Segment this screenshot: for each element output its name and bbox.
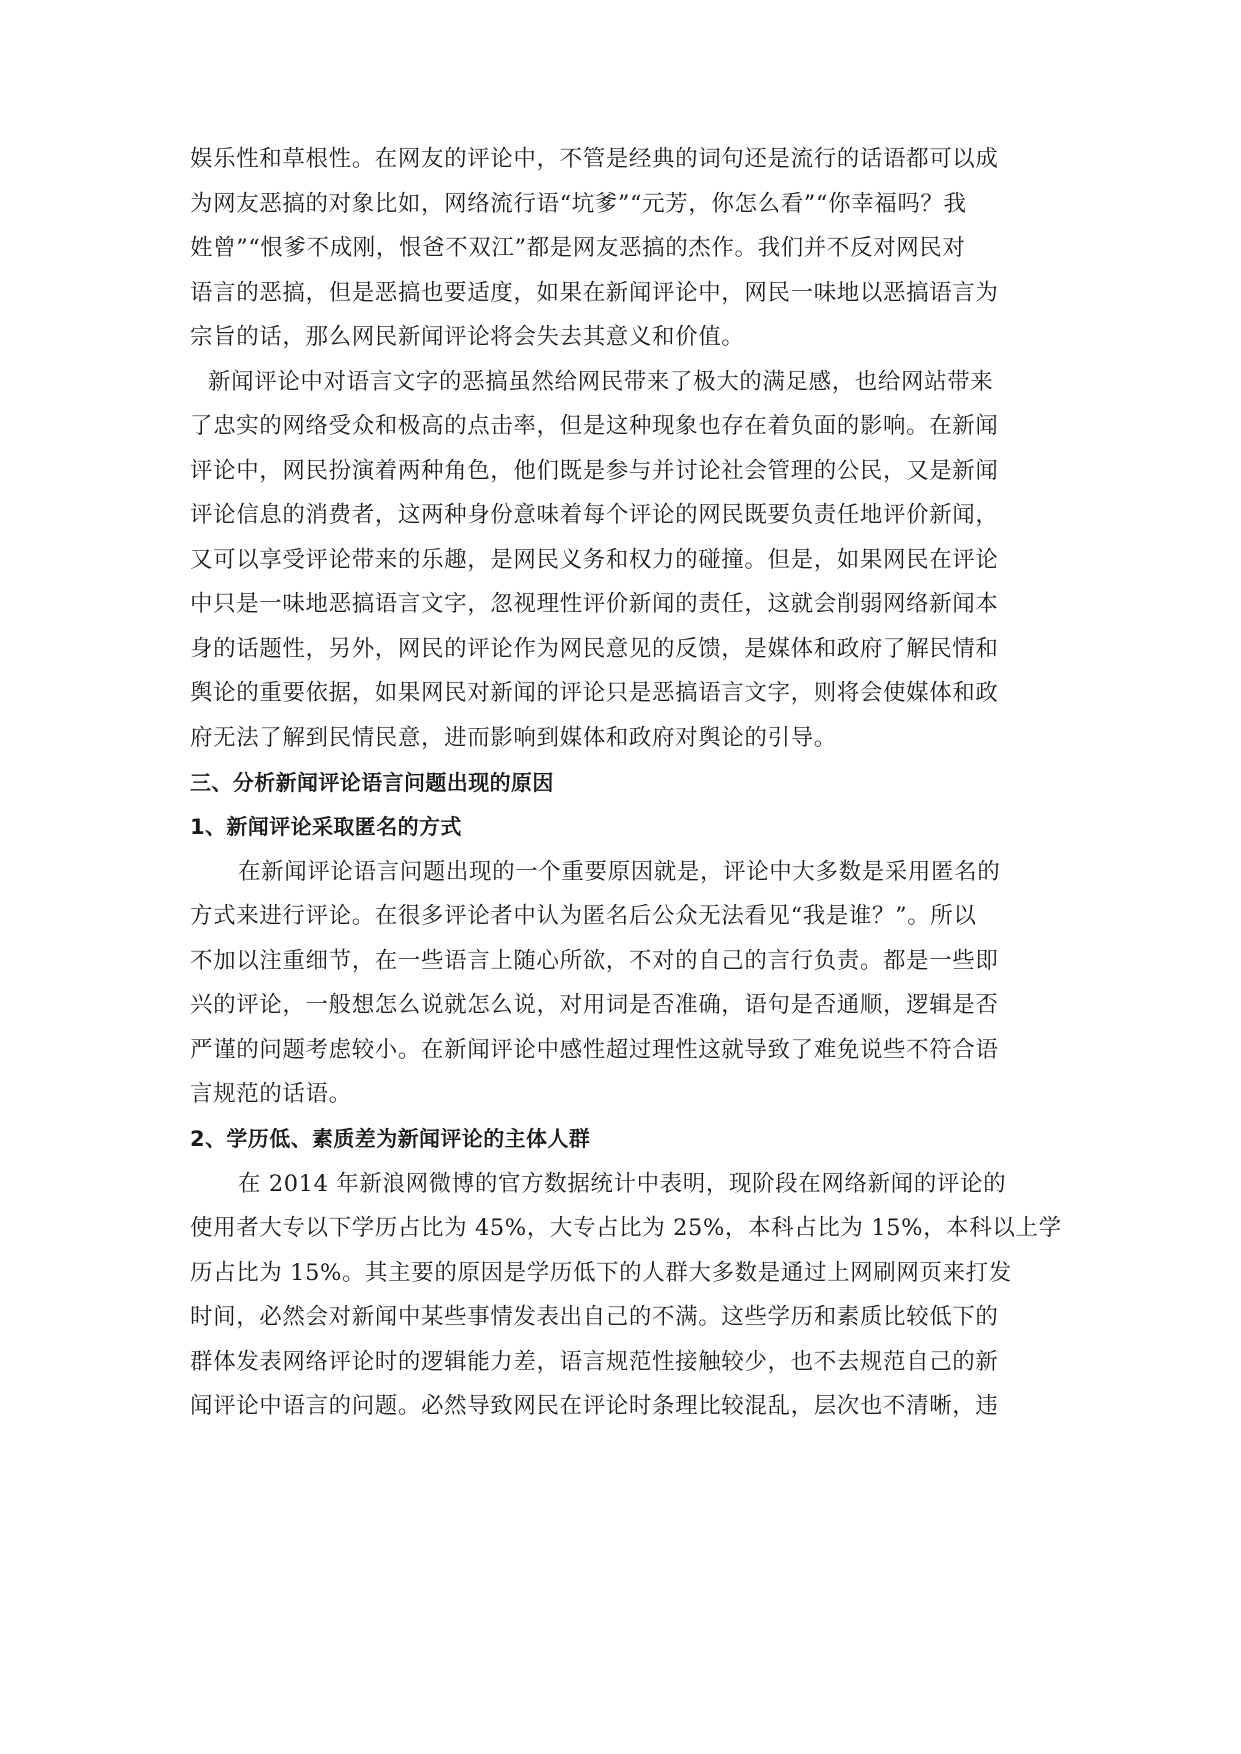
body-text-line: 方式来进行评论。在很多评论者中认为匿名后公众无法看见“我是谁？”。所以 <box>190 903 977 929</box>
body-text-line: 兴的评论，一般想怎么说就怎么说，对用词是否准确，语句是否通顺，逻辑是否 <box>190 992 999 1018</box>
body-text-line: 舆论的重要依据，如果网民对新闻的评论只是恶搞语言文字，则将会使媒体和政 <box>190 680 999 706</box>
body-text-line: 宗旨的话，那么网民新闻评论将会失去其意义和价值。 <box>190 324 745 350</box>
body-text-line: 在 2014 年新浪网微博的官方数据统计中表明，现阶段在网络新闻的评论的 <box>238 1171 1007 1197</box>
body-text-line: 闻评论中语言的问题。必然导致网民在评论时条理比较混乱，层次也不清晰，违 <box>190 1393 999 1419</box>
body-text-line: 时间，必然会对新闻中某些事情发表出自己的不满。这些学历和素质比较低下的 <box>190 1304 999 1330</box>
body-text-line: 不加以注重细节，在一些语言上随心所欲，不对的自己的言行负责。都是一些即 <box>190 948 999 974</box>
body-text-line: 姓曾”“恨爹不成刚，恨爸不双江”都是网友恶搞的杰作。我们并不反对网民对 <box>190 235 966 261</box>
body-text-line: 群体发表网络评论时的逻辑能力差，语言规范性接触较少，也不去规范自己的新 <box>190 1349 999 1375</box>
body-text-line: 语言的恶搞，但是恶搞也要适度，如果在新闻评论中，网民一味地以恶搞语言为 <box>190 280 999 306</box>
body-text-line: 了忠实的网络受众和极高的点击率，但是这种现象也存在着负面的影响。在新闻 <box>190 413 999 439</box>
body-text-line: 评论中，网民扮演着两种角色，他们既是参与并讨论社会管理的公民，又是新闻 <box>190 458 999 484</box>
body-text-line: 又可以享受评论带来的乐趣，是网民义务和权力的碰撞。但是，如果网民在评论 <box>190 547 999 573</box>
subsection-heading: 1、新闻评论采取匿名的方式 <box>190 815 462 839</box>
body-text-line: 严谨的问题考虑较小。在新闻评论中感性超过理性这就导致了难免说些不符合语 <box>190 1037 999 1063</box>
body-text-line: 在新闻评论语言问题出现的一个重要原因就是，评论中大多数是采用匿名的 <box>238 859 1001 885</box>
body-text-line: 府无法了解到民情民意，进而影响到媒体和政府对舆论的引导。 <box>190 725 837 751</box>
body-text-line: 言规范的话语。 <box>190 1081 352 1107</box>
body-text-line: 中只是一味地恶搞语言文字，忽视理性评价新闻的责任，这就会削弱网络新闻本 <box>190 591 999 617</box>
section-heading: 三、分析新闻评论语言问题出现的原因 <box>190 771 554 795</box>
body-text-line: 使用者大专以下学历占比为 45%，大专占比为 25%，本科占比为 15%，本科以上学 <box>190 1215 1062 1241</box>
body-text-line: 历占比为 15%。其主要的原因是学历低下的人群大多数是通过上网刷网页来打发 <box>190 1260 1012 1286</box>
body-text-line: 娱乐性和草根性。在网友的评论中，不管是经典的词句还是流行的话语都可以成 <box>190 146 999 172</box>
body-text-line: 新闻评论中对语言文字的恶搞虽然给网民带来了极大的满足感，也给网站带来 <box>208 369 994 395</box>
body-text-line: 为网友恶搞的对象比如，网络流行语“坑爹”“元芳，你怎么看”“你幸福吗？我 <box>190 191 967 217</box>
subsection-heading: 2、学历低、素质差为新闻评论的主体人群 <box>190 1127 591 1151</box>
body-text-line: 身的话题性，另外，网民的评论作为网民意见的反馈，是媒体和政府了解民情和 <box>190 636 999 662</box>
body-text-line: 评论信息的消费者，这两种身份意味着每个评论的网民既要负责任地评价新闻， <box>190 502 999 528</box>
